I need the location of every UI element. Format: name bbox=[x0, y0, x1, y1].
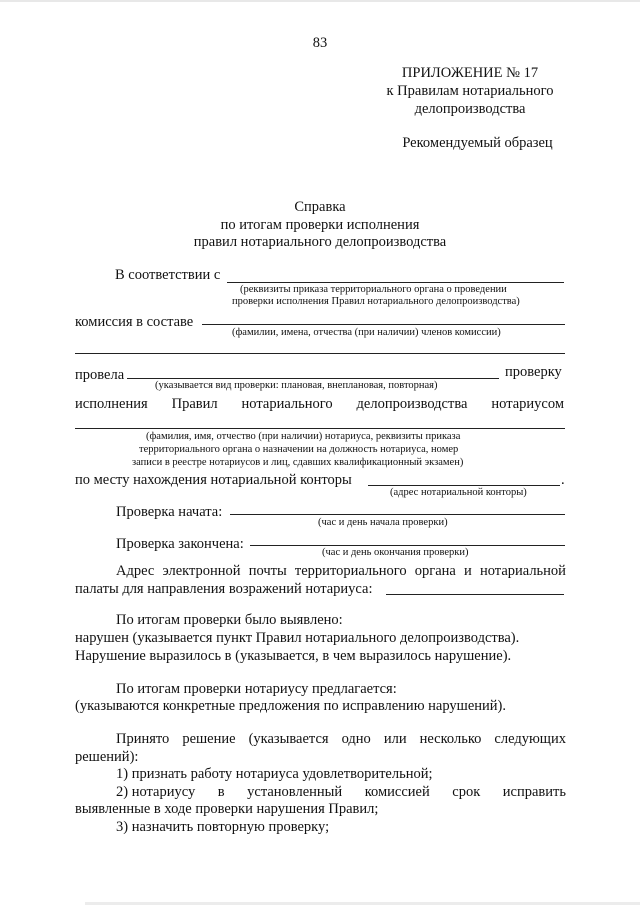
conducted-label: провела bbox=[75, 367, 125, 383]
accordance-hint-2: проверки исполнения Правил нотариального делопроизводства) bbox=[232, 296, 520, 307]
found-label: По итогам проверки было выявлено: bbox=[116, 612, 343, 628]
email-word: территориального bbox=[294, 563, 407, 579]
start-hint: (час и день начала проверки) bbox=[318, 517, 448, 528]
decision-word: следующих bbox=[494, 731, 566, 747]
decision-line-1 bbox=[116, 732, 566, 747]
found-line-2: Нарушение выразилось в (указывается, в чем выразилось нарушение). bbox=[75, 648, 512, 664]
email-word: Адрес bbox=[116, 563, 155, 579]
decision-word: установленный bbox=[247, 784, 343, 800]
page-number: 83 bbox=[312, 35, 328, 51]
proposed-line: (указываются конкретные предложения по исправлению нарушений). bbox=[75, 698, 506, 714]
location-end-period: . bbox=[561, 472, 565, 488]
notary-hint-1: (фамилия, имя, отчество (при наличии) нотариуса, реквизиты приказа bbox=[146, 431, 461, 442]
email-word: и bbox=[464, 563, 472, 579]
office-address-hint: (адрес нотариальной конторы) bbox=[390, 487, 527, 498]
notary-hint-2: территориального органа о назначении на должность нотариуса, номер bbox=[139, 444, 459, 455]
execution-word: делопроизводства bbox=[356, 396, 468, 412]
office-address-field-line bbox=[368, 485, 560, 486]
start-label: Проверка начата: bbox=[116, 504, 223, 520]
commission-field-line bbox=[202, 324, 565, 325]
document-title: Справка bbox=[294, 199, 346, 215]
execution-line bbox=[75, 397, 564, 412]
email-line-1 bbox=[116, 564, 566, 579]
document-subtitle-1: по итогам проверки исполнения bbox=[220, 217, 420, 233]
email-word: нотариальной bbox=[479, 563, 566, 579]
decision-line-1-cont: решений): bbox=[75, 749, 139, 765]
decision-word: исправить bbox=[502, 784, 566, 800]
decision-item-2-cont: выявленные в ходе проверки нарушения Правил; bbox=[75, 801, 379, 817]
location-label: по месту нахождения нотариальной конторы bbox=[75, 472, 352, 488]
document-subtitle-2: правил нотариального делопроизводства bbox=[193, 234, 447, 250]
start-field-line bbox=[230, 514, 565, 515]
commission-label: комиссия в составе bbox=[75, 314, 194, 330]
end-field-line bbox=[250, 545, 565, 546]
scan-edge-top bbox=[0, 0, 640, 2]
end-label: Проверка закончена: bbox=[116, 536, 244, 552]
appendix-heading: ПРИЛОЖЕНИЕ № 17 bbox=[401, 65, 539, 81]
decision-word: 2) нотариусу bbox=[116, 784, 196, 800]
email-line-2: палаты для направления возражений нотариуса: bbox=[75, 581, 373, 597]
end-hint: (час и день окончания проверки) bbox=[322, 547, 469, 558]
execution-word: исполнения bbox=[75, 396, 148, 412]
notary-hint-3: записи в реестре нотариусов и лиц, сдавших квалификационный экзамен) bbox=[132, 457, 464, 468]
decision-word: срок bbox=[452, 784, 481, 800]
decision-word: Принято bbox=[116, 731, 170, 747]
decision-word: несколько bbox=[419, 731, 482, 747]
decision-word: решение bbox=[182, 731, 236, 747]
decision-item-3: 3) назначить повторную проверку; bbox=[116, 819, 330, 835]
recommended-sample: Рекомендуемый образец bbox=[402, 135, 553, 151]
email-word: почты bbox=[248, 563, 287, 579]
email-word: электронной bbox=[162, 563, 241, 579]
accordance-label: В соответствии с bbox=[115, 267, 221, 283]
check-type-field-line bbox=[127, 378, 499, 379]
decision-word: в bbox=[217, 784, 225, 800]
execution-word: Правил bbox=[171, 396, 218, 412]
proposed-label: По итогам проверки нотариусу предлагается: bbox=[116, 681, 397, 697]
check-type-hint: (указывается вид проверки: плановая, внеплановая, повторная) bbox=[155, 380, 438, 391]
email-word: органа bbox=[414, 563, 456, 579]
decision-word: или bbox=[383, 731, 407, 747]
check-word: проверку bbox=[505, 364, 562, 380]
execution-word: нотариального bbox=[241, 396, 333, 412]
found-line-1: нарушен (указывается пункт Правил нотариального делопроизводства). bbox=[75, 630, 520, 646]
accordance-field-line bbox=[227, 282, 564, 283]
decision-item-1: 1) признать работу нотариуса удовлетворительной; bbox=[116, 766, 433, 782]
decision-item-2 bbox=[116, 785, 566, 800]
appendix-subtitle-1: к Правилам нотариального bbox=[386, 83, 554, 99]
notary-field-line bbox=[75, 428, 565, 429]
decision-word: (указывается bbox=[248, 731, 329, 747]
appendix-subtitle-2: делопроизводства bbox=[414, 101, 526, 117]
execution-word: нотариусом bbox=[491, 396, 564, 412]
decision-word: одно bbox=[341, 731, 371, 747]
commission-hint: (фамилии, имена, отчества (при наличии) членов комиссии) bbox=[232, 327, 501, 338]
accordance-hint-1: (реквизиты приказа территориального органа о проведении bbox=[240, 284, 507, 295]
decision-word: комиссией bbox=[364, 784, 430, 800]
email-field-line bbox=[386, 594, 564, 595]
commission-field-line-2 bbox=[75, 353, 565, 354]
